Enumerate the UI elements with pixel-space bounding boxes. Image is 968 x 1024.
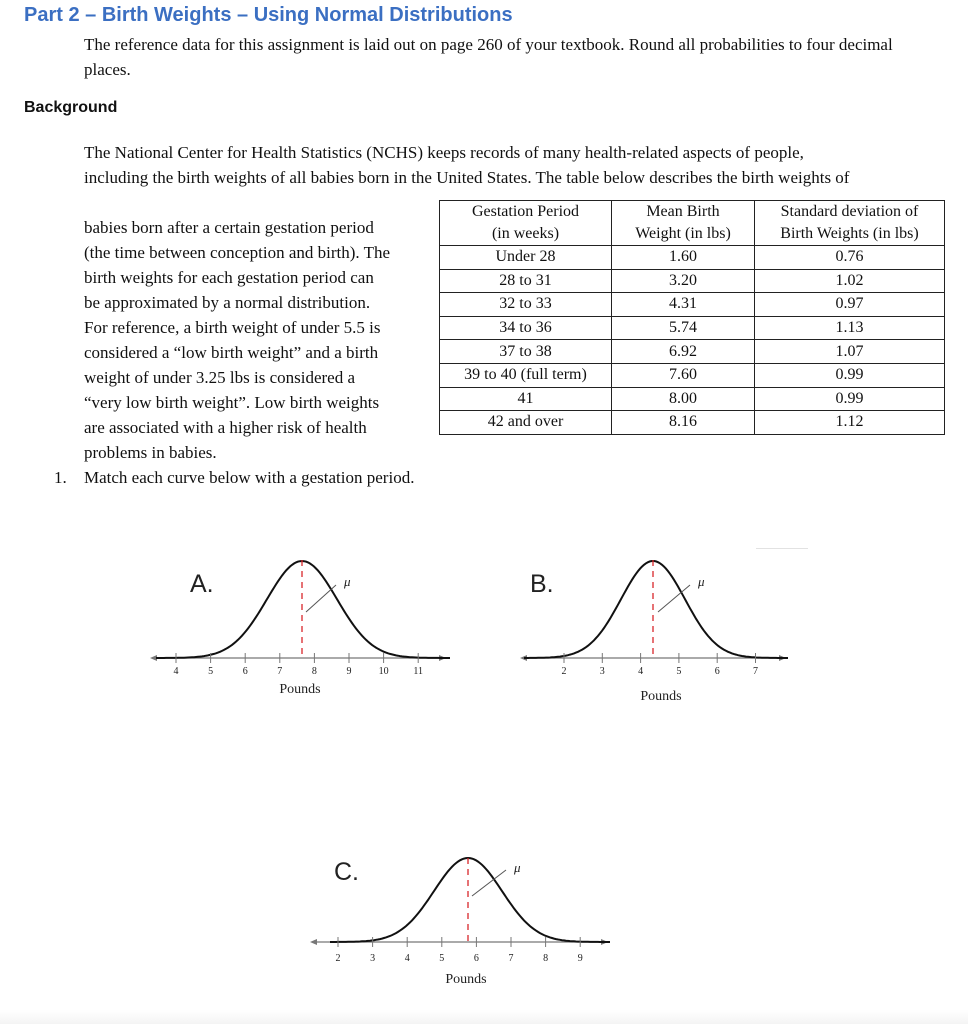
table-row xyxy=(440,293,945,317)
table-header-row xyxy=(440,201,945,246)
table-row xyxy=(440,269,945,293)
background-line: For reference, a birth weight of under 5.5 is xyxy=(84,318,381,337)
mu-pointer xyxy=(306,585,336,612)
table-cell: 32 to 33 xyxy=(440,293,612,317)
intro-paragraph: The reference data for this assignment is laid out on page 260 of your textbook. Round all probabilities to four decimal places. xyxy=(84,35,893,79)
normal-curve xyxy=(524,561,788,658)
table-row xyxy=(440,340,945,364)
table-cell: 1.60 xyxy=(612,246,755,270)
table-cell: 0.99 xyxy=(755,363,945,387)
mu-label: μ xyxy=(344,574,351,589)
tick-label: 4 xyxy=(173,666,179,677)
table-cell: 28 to 31 xyxy=(440,269,612,293)
graph-label: C. xyxy=(334,858,359,886)
table-row xyxy=(440,246,945,270)
table-cell: 37 to 38 xyxy=(440,340,612,364)
table-cell: 41 xyxy=(440,387,612,411)
graph-b xyxy=(520,550,790,710)
table-row xyxy=(440,316,945,340)
background-line: weight of under 3.25 lbs is considered a xyxy=(84,368,355,387)
tick-label: 11 xyxy=(413,666,424,677)
tick-label: 5 xyxy=(208,666,214,677)
table-cell: 1.07 xyxy=(755,340,945,364)
tick-label: 9 xyxy=(346,666,352,677)
background-line: (the time between conception and birth). The xyxy=(84,243,391,262)
question-text: Match each curve below with a gestation period. xyxy=(84,468,415,487)
header-gestation-period: Gestation Period (in weeks) xyxy=(440,201,612,246)
graph-label: A. xyxy=(190,570,214,598)
mu-label: μ xyxy=(514,860,521,875)
header-standard-deviation: Standard deviation of Birth Weights (in lbs) xyxy=(755,201,945,246)
tick-label: 2 xyxy=(335,953,341,964)
tick-label: 3 xyxy=(370,953,376,964)
tick-label: 5 xyxy=(439,953,445,964)
axis-title: Pounds xyxy=(640,689,682,704)
table-cell: 8.00 xyxy=(612,387,755,411)
background-heading: Background xyxy=(24,99,118,116)
background-line: are associated with a higher risk of health xyxy=(84,418,367,437)
mu-label: μ xyxy=(698,574,705,589)
background-paragraph-side xyxy=(84,215,436,465)
tick-label: 7 xyxy=(508,953,514,964)
table-cell: 7.60 xyxy=(612,363,755,387)
table-cell: 6.92 xyxy=(612,340,755,364)
tick-label: 5 xyxy=(676,666,682,677)
header-mean-birth-weight: Mean Birth Weight (in lbs) xyxy=(612,201,755,246)
tick-label: 6 xyxy=(242,666,248,677)
table-cell: 0.76 xyxy=(755,246,945,270)
tick-label: 9 xyxy=(577,953,583,964)
tick-label: 6 xyxy=(714,666,720,677)
table-cell: 4.31 xyxy=(612,293,755,317)
table-cell: 3.20 xyxy=(612,269,755,293)
background-line: problems in babies. xyxy=(84,443,217,462)
tick-label: 7 xyxy=(277,666,283,677)
table-cell: 1.12 xyxy=(755,411,945,435)
table-cell: 1.02 xyxy=(755,269,945,293)
axis-arrow-left xyxy=(150,655,157,661)
axis-arrow-left xyxy=(310,939,317,945)
background-line: birth weights for each gestation period can xyxy=(84,268,374,287)
table-cell: 0.97 xyxy=(755,293,945,317)
background-paragraph-top xyxy=(84,140,944,190)
table-cell: 1.13 xyxy=(755,316,945,340)
page-edge-shadow xyxy=(0,1010,968,1024)
question-1 xyxy=(54,468,414,488)
table-cell: 8.16 xyxy=(612,411,755,435)
tick-label: 7 xyxy=(753,666,758,677)
normal-curve xyxy=(330,858,610,942)
graph-c xyxy=(310,850,620,990)
divider xyxy=(756,548,808,549)
tick-label: 4 xyxy=(404,953,410,964)
axis-title: Pounds xyxy=(445,972,487,987)
background-line: including the birth weights of all babies born in the United States. The table below describes the birth weights of xyxy=(84,168,850,187)
page-heading: Part 2 – Birth Weights – Using Normal Distributions xyxy=(24,4,513,26)
table-row xyxy=(440,363,945,387)
birth-weight-table xyxy=(439,200,945,435)
tick-label: 8 xyxy=(543,953,549,964)
tick-label: 10 xyxy=(378,666,389,677)
background-line: “very low birth weight”. Low birth weights xyxy=(84,393,380,412)
table-cell: Under 28 xyxy=(440,246,612,270)
tick-label: 4 xyxy=(638,666,644,677)
graph-label: B. xyxy=(530,570,554,598)
tick-label: 6 xyxy=(473,953,479,964)
table-row xyxy=(440,411,945,435)
background-line: considered a “low birth weight” and a birth xyxy=(84,343,379,362)
question-number: 1. xyxy=(54,468,67,487)
table-cell: 34 to 36 xyxy=(440,316,612,340)
table-cell: 5.74 xyxy=(612,316,755,340)
background-line: babies born after a certain gestation period xyxy=(84,218,374,237)
table-cell: 0.99 xyxy=(755,387,945,411)
graph-a xyxy=(150,550,450,700)
axis-title: Pounds xyxy=(279,682,321,697)
tick-label: 2 xyxy=(561,666,567,677)
tick-label: 3 xyxy=(599,666,605,677)
table-row xyxy=(440,387,945,411)
background-line: be approximated by a normal distribution. xyxy=(84,293,371,312)
table-cell: 42 and over xyxy=(440,411,612,435)
tick-label: 8 xyxy=(311,666,317,677)
table-cell: 39 to 40 (full term) xyxy=(440,363,612,387)
background-line: The National Center for Health Statistics (NCHS) keeps records of many health-related aspects of people, xyxy=(84,143,804,162)
